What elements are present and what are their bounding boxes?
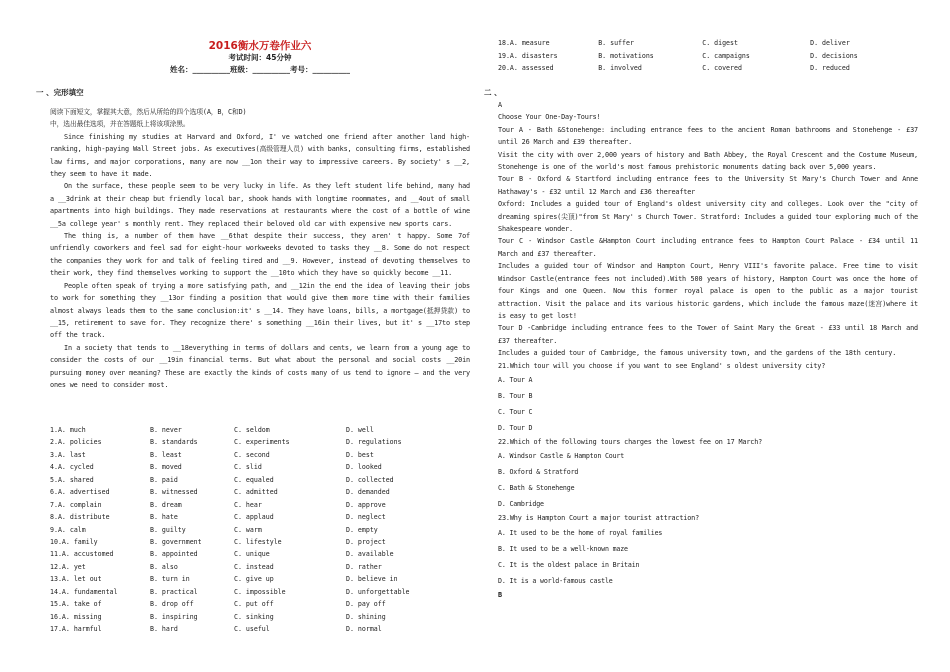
cloze-paragraph-5: In a society that tends to __18everything in terms of dollars and cents, we learn from a young age to consider the costs of our __19in financial terms. But what about the personal and social costs __20in pursuing money over meaning? These are exactly the kinds of costs many of us tend to ignore — and the very ones we need to consider most. bbox=[50, 343, 470, 389]
option-row bbox=[50, 461, 470, 473]
option-b: B. guilty bbox=[150, 525, 186, 534]
option-a: 17.A. harmful bbox=[50, 625, 102, 633]
option-row bbox=[50, 486, 470, 498]
option-d: D. reduced bbox=[810, 64, 850, 73]
cloze-paragraph-3: The thing is, a number of them have __6that despite their success, they aren' t happy. Some 7of unfriendly coworkers and feel sad for eight-hour workweeks devoted to tasks they __8. Some do not respect the companies they work for and talk of feeling tired and __9. However, instead of devoting themselves to their work, they find themselves working to support the __10to which they have so quickly become __11. bbox=[50, 232, 470, 278]
option-b: B. government bbox=[150, 537, 202, 546]
option-c: C. equaled bbox=[234, 475, 274, 484]
option-c: C. slid bbox=[234, 463, 262, 472]
option-row bbox=[50, 573, 470, 585]
tour-d-line: Tour D -Cambridge including entrance fees to the Tower of Saint Mary the Great - £33 until 18 March and £37 thereafter. bbox=[498, 324, 918, 345]
section-2-label: 二 、 bbox=[484, 88, 502, 97]
option-a: 15.A. take of bbox=[50, 600, 102, 609]
cloze-instruction-1: 阅读下面短文，掌握其大意，然后从所给的四个选项(A，B，C和D) bbox=[50, 108, 247, 116]
option-a: 3.A. last bbox=[50, 450, 86, 459]
option-row bbox=[50, 474, 470, 486]
option-b: B. least bbox=[150, 450, 182, 459]
tour-b-desc: Oxford: Includes a guided tour of England's oldest university city and colleges. Look over the "city of dreaming spires(尖顶)"from St Mary' s Church Tower. Stratford: Includes a guided tour exploring much of the Shakespeare wonder. bbox=[498, 200, 918, 234]
option-row bbox=[50, 623, 470, 635]
option-a: 16.A. missing bbox=[50, 612, 102, 621]
option-a: 4.A. cycled bbox=[50, 463, 94, 472]
option-b: B. practical bbox=[150, 587, 198, 596]
option-b: B. drop off bbox=[150, 600, 194, 609]
tour-d-desc: Includes a guided tour of Cambridge, the famous university town, and the gardens of the 18th century. bbox=[498, 349, 897, 358]
option-c: C. digest bbox=[702, 39, 738, 47]
option-row bbox=[50, 424, 470, 436]
q22-option-d: D. Cambridge bbox=[498, 500, 544, 509]
q21-option-d: D. Tour D bbox=[498, 423, 533, 432]
option-a: 10.A. family bbox=[50, 537, 98, 546]
option-d: D. deliver bbox=[810, 39, 850, 47]
option-d: D. well bbox=[346, 426, 374, 434]
option-a: 11.A. accustomed bbox=[50, 550, 114, 559]
option-c: C. experiments bbox=[234, 438, 290, 447]
option-d: D. neglect bbox=[346, 513, 386, 522]
option-d: D. believe in bbox=[346, 575, 398, 584]
question-21: 21.Which tour will you choose if you want to see England' s oldest university city? bbox=[498, 361, 826, 370]
option-row bbox=[498, 37, 918, 50]
option-b: B. motivations bbox=[598, 51, 654, 60]
reading-passage bbox=[498, 99, 918, 601]
option-d: D. best bbox=[346, 450, 374, 459]
option-a: 9.A. calm bbox=[50, 525, 86, 534]
option-a: 13.A. let out bbox=[50, 575, 102, 584]
option-d: D. empty bbox=[346, 525, 378, 534]
option-row bbox=[50, 611, 470, 623]
option-b: B. moved bbox=[150, 463, 182, 472]
tour-c-desc: Includes a guided tour of Windsor and Hampton Court, Henry VIII's favorite palace. Free time to visit Windsor Castle(entrance fees not included).With 500 years of history, Hampton Court was once the home of four Kings and one Queen. Now this former royal palace is open to the public as a major tourist attraction. Visit the palace and its various historic gardens, which include the famous maze(迷宫)where it is easy to get lost! bbox=[498, 262, 918, 320]
passage-title: Choose Your One-Day-Tours! bbox=[498, 113, 601, 122]
cloze-passage bbox=[50, 106, 470, 391]
option-a: 1.A. much bbox=[50, 426, 86, 434]
option-a: 7.A. complain bbox=[50, 500, 102, 509]
option-d: D. unforgettable bbox=[346, 587, 410, 596]
option-b: B. paid bbox=[150, 475, 178, 484]
option-row bbox=[498, 50, 918, 63]
option-row bbox=[50, 436, 470, 448]
option-a: 20.A. assessed bbox=[498, 64, 554, 73]
option-row bbox=[50, 511, 470, 523]
option-b: B. turn in bbox=[150, 575, 190, 584]
q23-option-a: A. It used to be the home of royal families bbox=[498, 528, 663, 537]
q22-option-b: B. Oxford & Stratford bbox=[498, 468, 579, 477]
option-c: C. admitted bbox=[234, 488, 278, 497]
option-b: B. witnessed bbox=[150, 488, 198, 497]
option-d: D. rather bbox=[346, 562, 382, 571]
option-b: B. hard bbox=[150, 625, 178, 633]
q21-option-c: C. Tour C bbox=[498, 407, 533, 416]
option-c: C. campaigns bbox=[702, 51, 750, 60]
option-c: C. put off bbox=[234, 600, 274, 609]
option-d: D. pay off bbox=[346, 600, 386, 609]
option-a: 12.A. yet bbox=[50, 562, 86, 571]
option-c: C. lifestyle bbox=[234, 537, 282, 546]
q21-option-a: A. Tour A bbox=[498, 375, 533, 384]
option-d: D. approve bbox=[346, 500, 386, 509]
option-b: B. appointed bbox=[150, 550, 198, 559]
option-a: 14.A. fundamental bbox=[50, 587, 118, 596]
q23-option-c: C. It is the oldest palace in Britain bbox=[498, 560, 640, 569]
q22-option-c: C. Bath & Stonehenge bbox=[498, 484, 575, 493]
option-a: 8.A. distribute bbox=[50, 513, 110, 522]
option-c: C. applaud bbox=[234, 513, 274, 522]
option-a: 19.A. disasters bbox=[498, 51, 558, 60]
cloze-options-list-2 bbox=[498, 37, 918, 75]
option-d: D. normal bbox=[346, 625, 382, 633]
q23-option-b: B. It used to be a well-known maze bbox=[498, 544, 628, 553]
student-info-line: 姓名：__________班级：__________考号：__________ bbox=[170, 65, 350, 74]
option-c: C. give up bbox=[234, 575, 274, 584]
passage-heading-a: A bbox=[498, 101, 502, 109]
passage-heading-b: B bbox=[498, 590, 502, 599]
option-row bbox=[50, 586, 470, 598]
option-b: B. inspiring bbox=[150, 612, 198, 621]
option-row bbox=[50, 449, 470, 461]
question-22: 22.Which of the following tours charges the lowest fee on 17 March? bbox=[498, 437, 763, 446]
option-b: B. never bbox=[150, 426, 182, 434]
option-c: C. covered bbox=[702, 64, 742, 73]
option-b: B. involved bbox=[598, 64, 642, 73]
exam-title: 2016衡水万卷作业六 bbox=[208, 40, 312, 52]
option-row bbox=[498, 62, 918, 75]
option-c: C. seldom bbox=[234, 426, 270, 434]
option-row bbox=[50, 561, 470, 573]
option-c: C. unique bbox=[234, 550, 270, 559]
option-c: C. useful bbox=[234, 625, 270, 633]
cloze-paragraph-4: People often speak of trying a more satisfying path, and __12in the end the idea of leaving their jobs to work for something they __13or finding a position that would give them more time with their families almost always leads them to the same conclusion:it' s __14. They have loans, bills, a mortgage(抵押贷款) to __15, retirement to save for. They recognize there' s something __16in their lives, but it' s __17to step off the track. bbox=[50, 281, 470, 340]
option-b: B. also bbox=[150, 562, 178, 571]
option-c: C. instead bbox=[234, 562, 274, 571]
question-23: 23.Why is Hampton Court a major tourist attraction? bbox=[498, 514, 700, 523]
exam-time: 考试时间：45分钟 bbox=[228, 53, 292, 62]
option-a: 6.A. advertised bbox=[50, 488, 110, 497]
option-d: D. looked bbox=[346, 463, 382, 472]
section-1-label: 一 、完形填空 bbox=[36, 88, 84, 97]
option-row bbox=[50, 536, 470, 548]
q21-option-b: B. Tour B bbox=[498, 391, 533, 400]
option-row bbox=[50, 524, 470, 536]
option-c: C. second bbox=[234, 450, 270, 459]
option-a: 5.A. shared bbox=[50, 475, 94, 484]
option-d: D. shining bbox=[346, 612, 386, 621]
option-d: D. project bbox=[346, 537, 386, 546]
option-d: D. regulations bbox=[346, 438, 402, 447]
q22-option-a: A. Windsor Castle & Hampton Court bbox=[498, 452, 625, 461]
option-b: B. suffer bbox=[598, 39, 634, 47]
option-row bbox=[50, 598, 470, 610]
tour-a-line: Tour A - Bath &Stonehenge: including entrance fees to the ancient Roman bathrooms and Stonehenge - £37 until 26 March and £39 thereafter. bbox=[498, 125, 918, 147]
option-c: C. hear bbox=[234, 500, 262, 509]
option-a: 2.A. policies bbox=[50, 438, 102, 447]
option-d: D. available bbox=[346, 550, 394, 559]
option-d: D. demanded bbox=[346, 488, 390, 497]
cloze-paragraph-2: On the surface, these people seem to be very lucky in life. As they left student life behind, many had a __3drink at their cheap but friendly local bar, shook hands with longtime roommates, and __4out of small apartments into high buildings. They made reservations at restaurants where the cost of a bottle of wine __5a college year' s monthly rent. They replaced their beloved old car with expensive new sports cars. bbox=[50, 182, 470, 228]
option-b: B. hate bbox=[150, 513, 178, 522]
option-d: D. decisions bbox=[810, 51, 858, 60]
option-b: B. standards bbox=[150, 438, 198, 447]
option-b: B. dream bbox=[150, 500, 182, 509]
tour-a-desc: Visit the city with over 2,000 years of history and Bath Abbey, the Royal Crescent and the Costume Museum, Stonehenge is one of the world's most famous prehistoric monuments dating back over 5,000 years. bbox=[498, 150, 918, 172]
option-a: 18.A. measure bbox=[498, 39, 550, 47]
option-row bbox=[50, 499, 470, 511]
option-c: C. warm bbox=[234, 525, 262, 534]
cloze-paragraph-1: Since finishing my studies at Harvard and Oxford, I' ve watched one friend after another land high-ranking, high-paying Wall Street jobs. As executives(高级管理人员) with banks, consulting firms, established law firms, and major corporations, many are now __1on their way to impressive careers. By society' s __2, they seem to have it made. bbox=[50, 132, 470, 179]
tour-b-line: Tour B - Oxford & Startford including entrance fees to the University St Mary's Church Tower and Anne Hathaway's - £32 until 12 March and £36 thereafter bbox=[498, 175, 918, 196]
option-c: C. sinking bbox=[234, 612, 274, 621]
option-row bbox=[50, 548, 470, 560]
q23-option-d: D. It is a world-famous castle bbox=[498, 576, 613, 585]
cloze-options-list-1 bbox=[50, 424, 470, 635]
cloze-instruction-2: 中，选出最佳选项，并在答题纸上将该项涂黑。 bbox=[50, 120, 190, 129]
option-d: D. collected bbox=[346, 475, 394, 484]
tour-c-line: Tour C - Windsor Castle &Hampton Court including entrance fees to Hampton Court Palace - £34 until 11 March and £37 thereafter. bbox=[498, 237, 918, 258]
option-c: C. impossible bbox=[234, 587, 286, 596]
